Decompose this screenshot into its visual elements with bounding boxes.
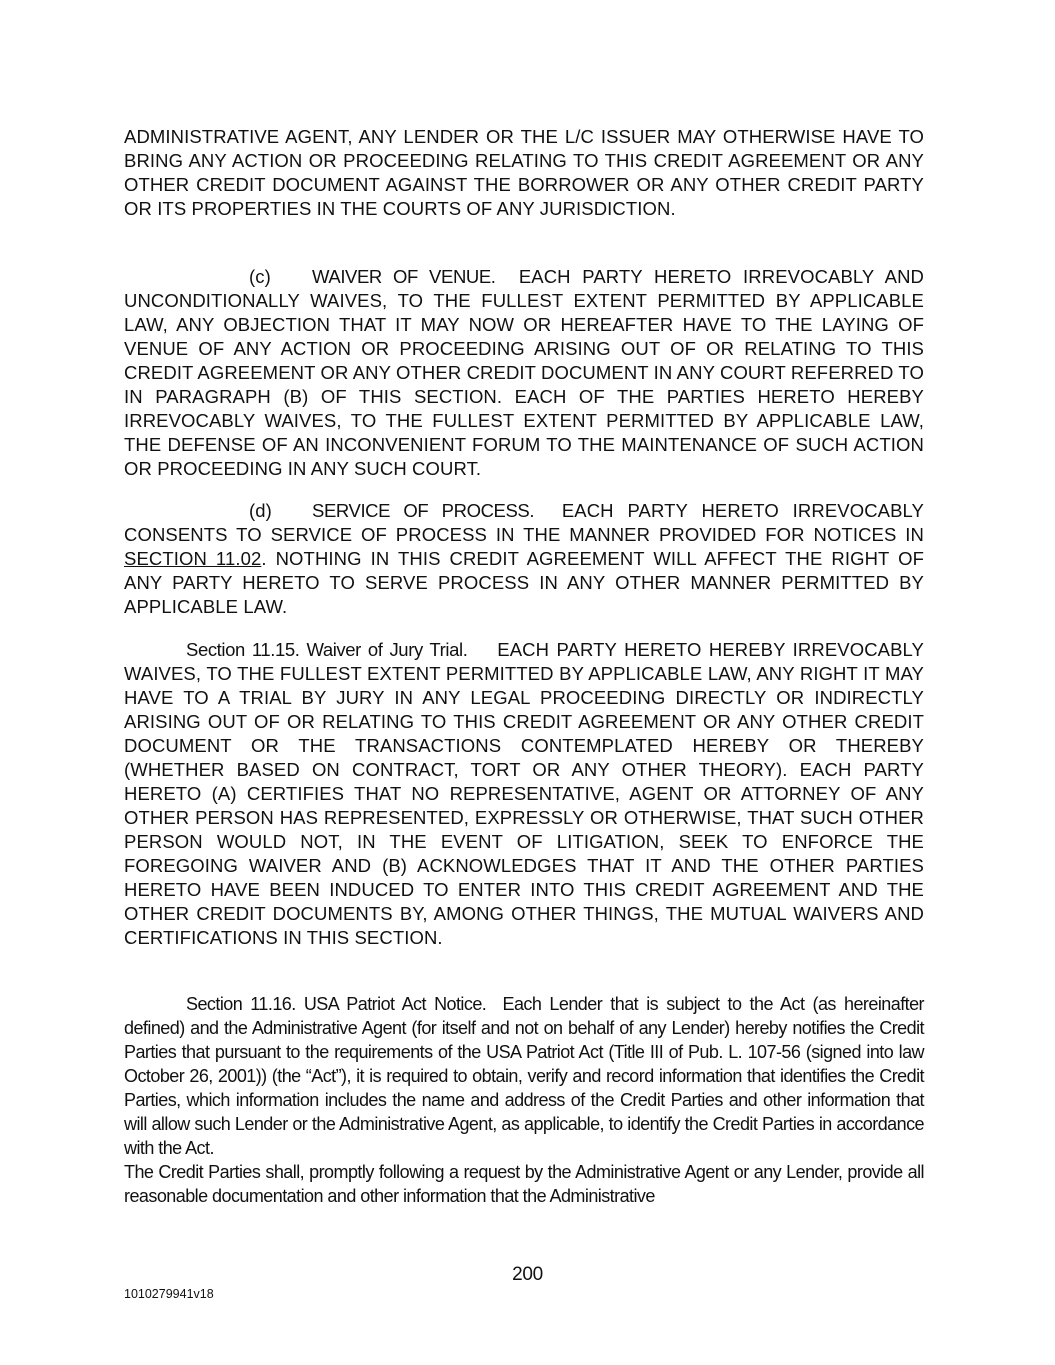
subsection-d-service-of-process — [124, 499, 924, 619]
continued-paragraph — [124, 125, 924, 221]
subsection-c-body: EACH PARTY HERETO IRREVOCABLY AND UNCONDITIONALLY WAIVES, TO THE FULLEST EXTENT PERMITTED BY APPLICABLE LAW, ANY OBJECTION THAT IT MAY NOW OR HEREAFTER HAVE TO THE LAYING OF VENUE OF ANY ACTION OR PROCEEDING ARISING OUT OF OR RELATING TO THIS CREDIT AGREEMENT OR ANY OTHER CREDIT DOCUMENT IN ANY COURT REFERRED TO IN PARAGRAPH (B) OF THIS SECTION. EACH OF THE PARTIES HERETO HEREBY IRREVOCABLY WAIVES, TO THE FULLEST EXTENT PERMITTED BY APPLICABLE LAW, THE DEFENSE OF AN INCONVENIENT FORUM TO THE MAINTENANCE OF SUCH ACTION OR PROCEEDING IN ANY SUCH COURT. — [124, 266, 924, 479]
page-number: 200 — [512, 1264, 543, 1285]
subsection-c-waiver-of-venue — [124, 265, 924, 481]
section-11-15-body: EACH PARTY HERETO HEREBY IRREVOCABLY WAIVES, TO THE FULLEST EXTENT PERMITTED BY APPLICABLE LAW, ANY RIGHT IT MAY HAVE TO A TRIAL BY JURY IN ANY LEGAL PROCEEDING DIRECTLY OR INDIRECTLY ARISING OUT OF OR RELATING TO THIS CREDIT AGREEMENT OR ANY OTHER CREDIT DOCUMENT OR THE TRANSACTIONS CONTEMPLATED HEREBY OR THEREBY (WHETHER BASED ON CONTRACT, TORT OR ANY OTHER THEORY). EACH PARTY HERETO (A) CERTIFIES THAT NO REPRESENTATIVE, AGENT OR ATTORNEY OF ANY OTHER PERSON HAS REPRESENTED, EXPRESSLY OR OTHERWISE, THAT SUCH OTHER PERSON WOULD NOT, IN THE EVENT OF LITIGATION, SEEK TO ENFORCE THE FOREGOING WAIVER AND (B) ACKNOWLEDGES THAT IT AND THE OTHER PARTIES HERETO HAVE BEEN INDUCED TO ENTER INTO THIS CREDIT AGREEMENT AND THE OTHER CREDIT DOCUMENTS BY, AMONG OTHER THINGS, THE MUTUAL WAIVERS AND CERTIFICATIONS IN THIS SECTION. — [124, 639, 924, 948]
section-11-02-reference: SECTION 11.02 — [124, 548, 262, 569]
subsection-d-body-a: EACH PARTY HERETO IRREVOCABLY CONSENTS TO SERVICE OF PROCESS IN THE MANNER PROVIDED FOR NOTICES IN — [124, 500, 924, 545]
section-11-16-heading: Section 11.16. USA Patriot Act Notice. — [186, 994, 487, 1014]
section-11-16-usa-patriot-act-notice — [124, 992, 924, 1208]
subsection-c-heading: WAIVER OF VENUE. — [312, 266, 496, 287]
subsection-d-heading: SERVICE OF PROCESS. — [312, 500, 535, 521]
section-11-15-waiver-of-jury-trial — [124, 638, 924, 950]
document-id: 1010279941v18 — [124, 1287, 214, 1301]
section-11-16-body: Each Lender that is subject to the Act (as hereinafter defined) and the Administrative Agent (for itself and not on behalf of any Lender) hereby notifies the Credit Parties that pursuant to the requirements of the USA Patriot Act (Title III of Pub. L. 107-56 (signed into law October 26, 2001)) (the “Act”), it is required to obtain, verify and record information that identifies the Credit Parties, which information includes the name and address of the Credit Parties and other information that will allow such Lender or the Administrative Agent, as applicable, to identify the Credit Parties in accordance with the Act. — [124, 994, 924, 1158]
subsection-c-label: (c) — [249, 266, 271, 287]
continued-paragraph-text: ADMINISTRATIVE AGENT, ANY LENDER OR THE L/C ISSUER MAY OTHERWISE HAVE TO BRING ANY ACTION OR PROCEEDING RELATING TO THIS CREDIT AGREEMENT OR ANY OTHER CREDIT DOCUMENT AGAINST THE BORROWER OR ANY OTHER CREDIT PARTY OR ITS PROPERTIES IN THE COURTS OF ANY JURISDICTION. — [124, 126, 924, 219]
section-11-16-body-continued: The Credit Parties shall, promptly following a request by the Administrative Agent or any Lender, provide all reasonable documentation and other information that the Administrative — [124, 1162, 924, 1206]
section-11-15-heading: Section 11.15. Waiver of Jury Trial. — [186, 639, 468, 660]
subsection-d-label: (d) — [249, 500, 272, 521]
subsection-d-body-b: . NOTHING IN THIS CREDIT AGREEMENT WILL AFFECT THE RIGHT OF ANY PARTY HERETO TO SERVE PROCESS IN ANY OTHER MANNER PERMITTED BY APPLICABLE LAW. — [124, 548, 925, 617]
